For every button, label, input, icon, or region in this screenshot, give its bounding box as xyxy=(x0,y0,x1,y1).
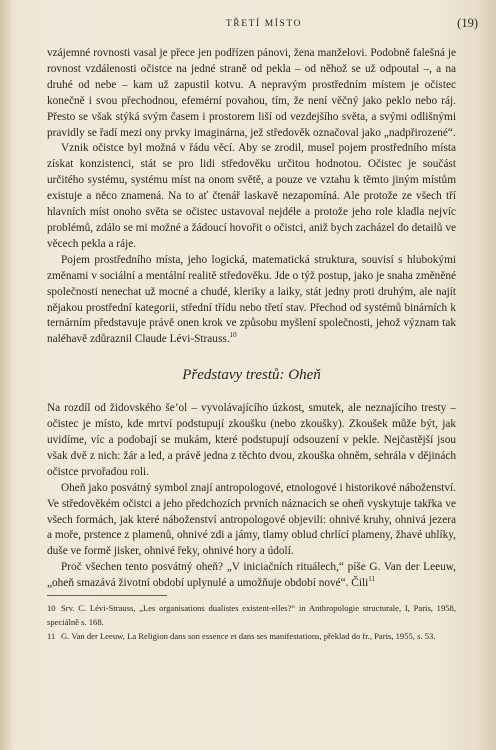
footnote-ref-11[interactable]: 11 xyxy=(368,575,376,584)
footnote-10 xyxy=(47,602,456,629)
page-number: (19) xyxy=(457,16,478,30)
section-paragraph-1: Na rozdíl od židovského še’ol – vyvolávajícího úzkost, smutek, ale neznajícího tresty – očistec je místo, kde mrtví podstupují zkoušku (nebo zkoušky). Zkoušek může být, jak uvidíme, víc a podobají se mukám, které podstupují odsouzení v pekle. Nejčastější jsou však dvě z nich: žár a led, a právě jedna z těchto dvou, zkouška ohněm, sehrála v dějinách očistce prvořadou roli. xyxy=(47,402,456,478)
body-text xyxy=(47,46,456,592)
footnote-divider xyxy=(47,595,167,596)
paragraph-1: vzájemné rovnosti vasal je přece jen podřízen pánovi, žena manželovi. Podobně falešná je rovnost vzdálenosti očistce na jedné straně od pekla – od něhož se už odpoutal –, a na druhé od nebe – kam už zapustil kotvu. A nepravým prostředním místem je očistec konečně i svou přechodnou, efemérní povahou, tím, že není věčný jako peklo nebo ráj. Přesto se však stýká svým časem i prostorem liší od vezdejšího světa, a svými odlišnými pravidly se řadí mezi ony prvky imaginárna, jež středověk označoval jako „nadpřirozené“. xyxy=(47,47,456,139)
footnote-number: 11 xyxy=(47,631,56,641)
footnote-ref-10[interactable]: 10 xyxy=(229,331,237,340)
footnote-text: G. Van der Leeuw, La Religion dans son essence et dans ses manifestations, překlad do fr., Paris, 1955, s. 53. xyxy=(61,631,436,641)
paragraph-3-text: Pojem prostředního místa, jeho logická, matematická struktura, souvisí s hlubokými změnami v sociální a mentální realitě středověku. Jde o týž postup, jako je snaha změněné společnosti nenechat už mocné a chudé, kleriky a laiky, stát jedny proti druhým, ale najít nějakou prostřední kategorii, střední třídu nebo třetí stav. Přechod od systémů binárních k ternárním představuje právě onen krok ve způsobu myšlení společnosti, jehož význam tak naléhavě zdůraznil Claude Lévi-Strauss. xyxy=(47,253,456,346)
section-paragraph-2: Oheň jako posvátný symbol znají antropologové, etnologové i historikové náboženství. Ve středověkém očistci a jeho předchozích prvních náznacích se oheň vyskytuje takřka ve všech formách, jak které náboženství antropologové objevili: ohnivé kruhy, ohnivá jezera a moře, prstence z plamenů, ohnivé zdi a jámy, tlamy oblud chrlící plameny, žhavé uhlíky, duše ve formě jisker, ohnivé řeky, ohnivé hory a údolí. xyxy=(47,481,456,558)
running-head: TŘETÍ MÍSTO xyxy=(225,19,303,29)
paragraph-2: Vznik očistce byl možná v řádu věcí. Aby se zrodil, musel pojem prostředního místa získat konzistenci, stát se pro lidi středověku určitou hodnotou. Očistec je součást určitého systému, systému míst na onom světě, a pouze ve vztahu k těmto jiným místům existuje a něco znamená. Na to ať čtenář laskavě nezapomíná. Ale protože ze všech tří hlavních míst onoho světa se očistec ustavoval nejdéle a protože jeho role kladla nejvíc problémů, zdálo se mi možné a žádoucí hovořit o očistci, aniž bych zacházel do detailů ve věcech pekla a ráje. xyxy=(47,142,456,250)
footnote-text: Srv. C. Lévi-Strauss, „Les organisations dualistes existent-elles?“ in Anthropologie structurale, I, Paris, 1958, speciálně s. 168. xyxy=(47,603,456,627)
section-paragraph-3-text: Proč všechen tento posvátný oheň? „V iniciačních rituálech,“ píše G. Van der Leeuw, „oheň smazává životní období uplynulé a umožňuje období nové“. Čili xyxy=(47,561,456,590)
footnote-11 xyxy=(47,630,456,644)
footnotes xyxy=(47,595,456,645)
section-paragraph-3 xyxy=(47,560,456,592)
footnote-number: 10 xyxy=(47,603,56,613)
section-heading: Představy trestů: Oheň xyxy=(182,367,321,384)
paragraph-3 xyxy=(47,253,456,348)
page-header xyxy=(50,16,478,36)
